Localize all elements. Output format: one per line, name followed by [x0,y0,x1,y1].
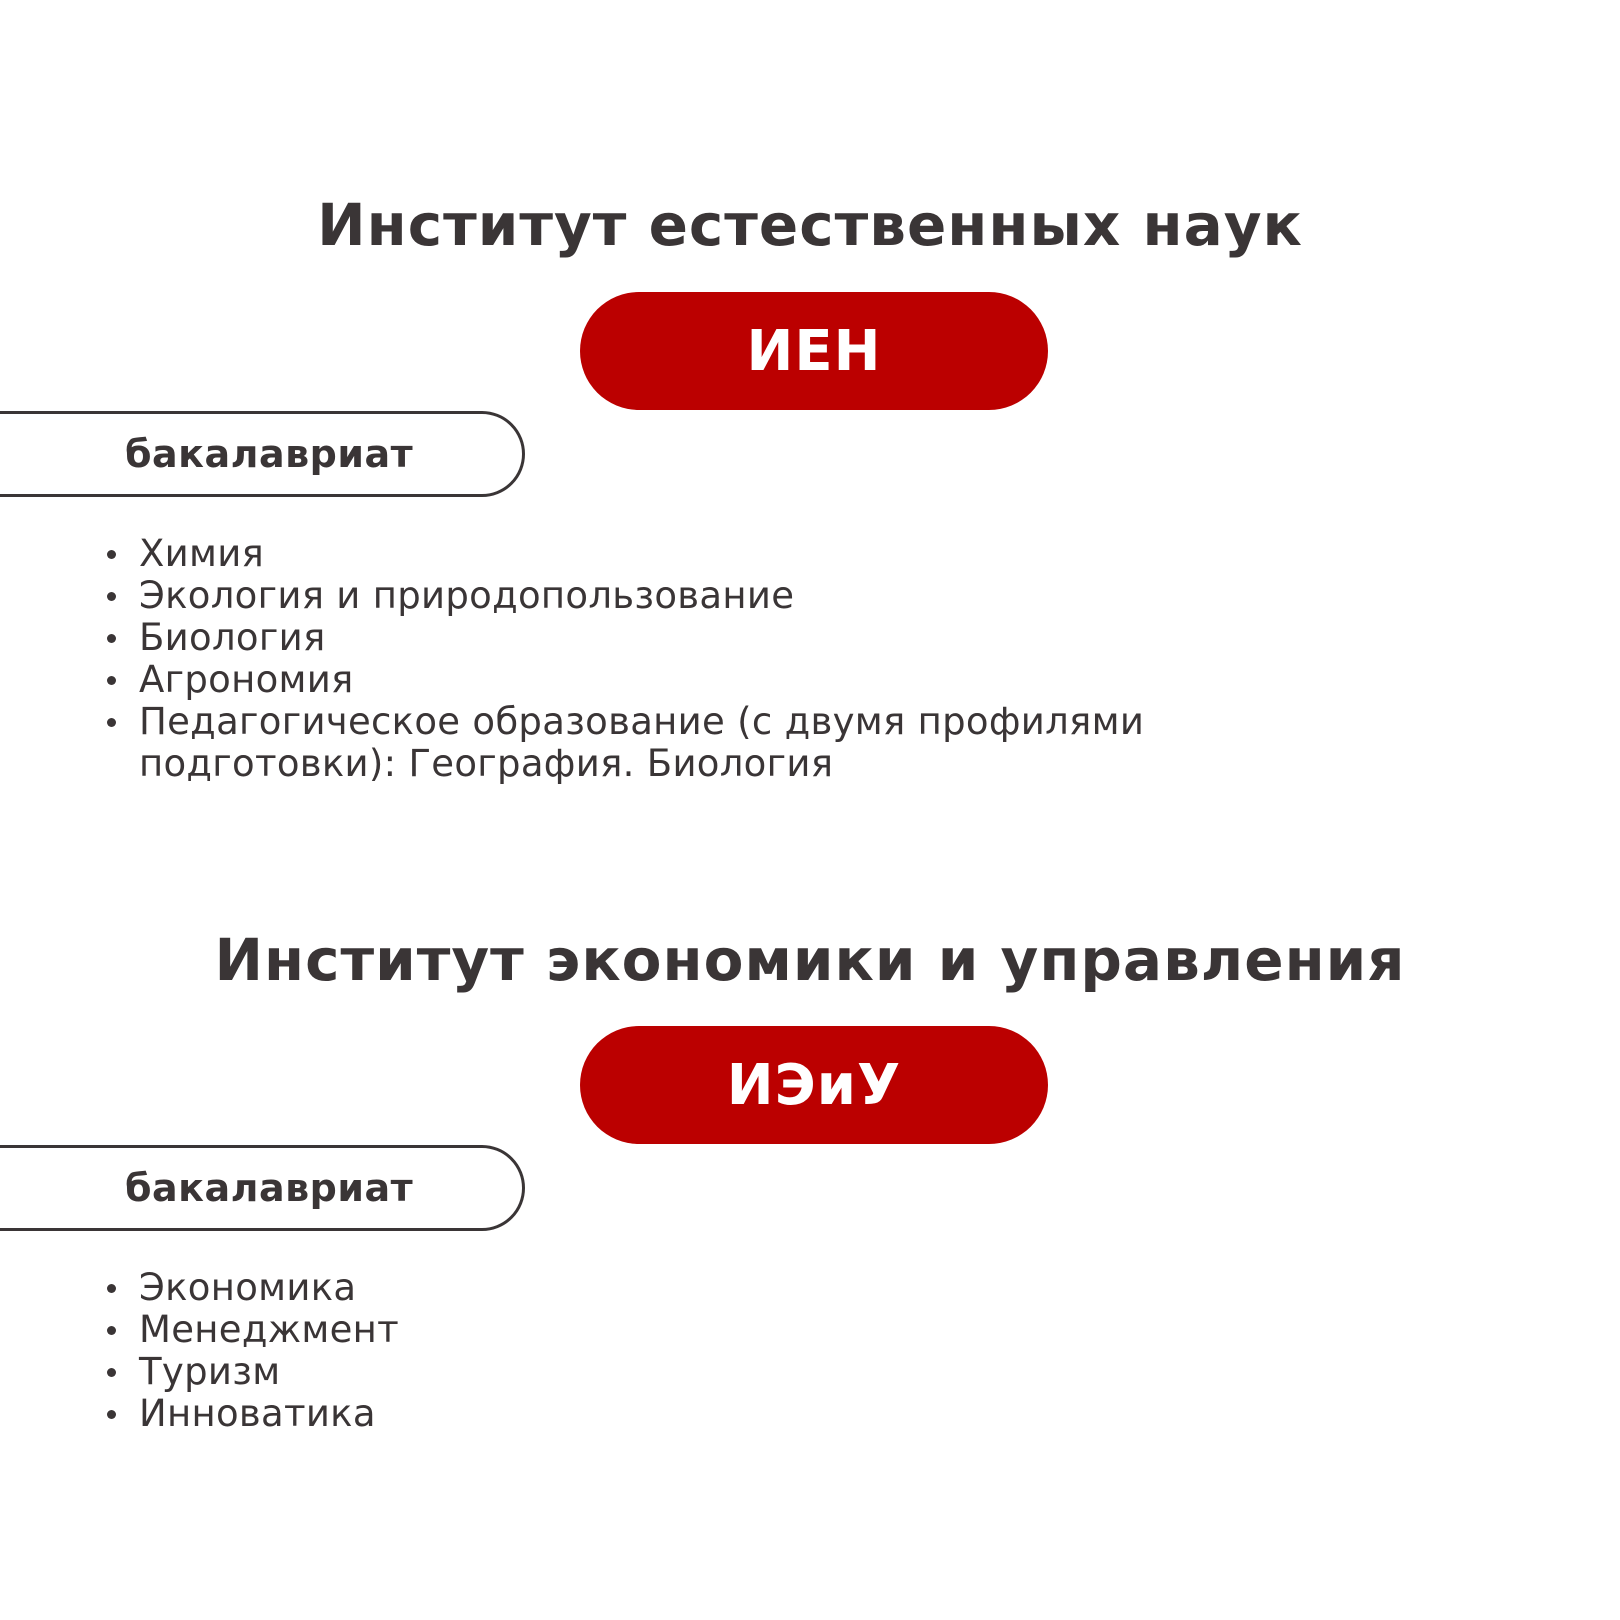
list-item [105,1393,1305,1435]
program-name: Экономика [139,1266,357,1309]
program-list [105,533,1305,785]
list-item [105,575,1305,617]
bullet-icon [107,634,116,643]
bullet-icon [107,676,116,685]
list-item [105,1351,1305,1393]
list-item [105,617,1305,659]
list-item [105,1309,1305,1351]
program-name: Туризм [139,1350,281,1393]
institute-title: Институт экономики и управления [214,926,1406,994]
program-name: Педагогическое образование (с двумя профилями подготовки): География. Биология [139,700,1145,785]
list-item [105,701,1239,785]
list-item [105,1267,1305,1309]
institute-abbr-badge: ИЭиУ [580,1026,1048,1144]
institute-abbr-badge: ИЕН [580,292,1048,410]
program-name: Агрономия [139,658,354,701]
degree-level-label: бакалавриат [125,432,414,476]
program-name: Менеджмент [139,1308,399,1351]
bullet-icon [107,718,116,727]
program-list [105,1267,1305,1435]
list-item [105,659,1305,701]
institute-title: Институт естественных наук [317,191,1303,259]
bullet-icon [107,592,116,601]
list-item [105,533,1305,575]
program-name: Экология и природопользование [139,574,795,617]
degree-level-label: бакалавриат [125,1166,414,1210]
bullet-icon [107,1410,116,1419]
program-name: Инноватика [139,1392,376,1435]
bullet-icon [107,1284,116,1293]
degree-level-tab [0,411,525,497]
degree-level-tab [0,1145,525,1231]
bullet-icon [107,550,116,559]
program-name: Химия [139,532,265,575]
bullet-icon [107,1368,116,1377]
bullet-icon [107,1326,116,1335]
program-name: Биология [139,616,326,659]
